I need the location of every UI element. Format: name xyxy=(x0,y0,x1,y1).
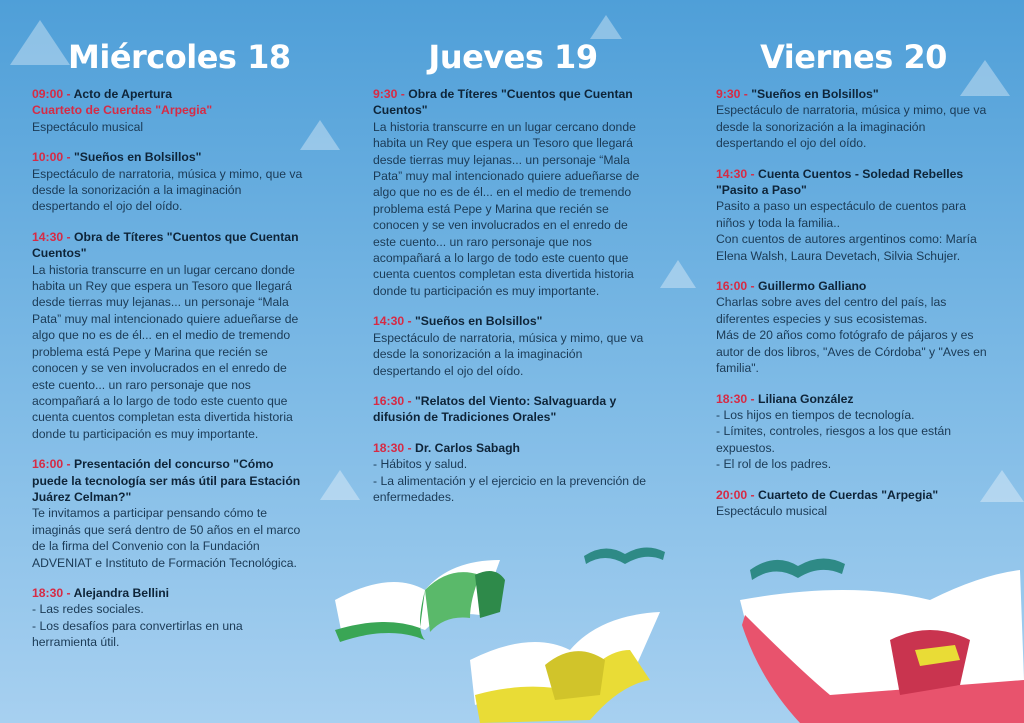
event-description: Más de 20 años como fotógrafo de pájaros y es autor de dos libros, "Aves de Córdoba" y "Aves en familia". xyxy=(716,328,987,376)
event-item xyxy=(716,166,991,264)
events-list xyxy=(373,86,653,505)
event-description: Espectáculo de narratoria, música y mimo, que va desde la sonorización a la imaginación despertando el ojo del oído. xyxy=(32,166,303,214)
event-time: 10:00 - xyxy=(32,150,71,165)
event-title: "Sueños en Bolsillos" xyxy=(415,314,543,329)
event-item xyxy=(716,86,991,152)
event-header xyxy=(32,456,304,505)
event-header xyxy=(716,278,991,294)
event-description: - La alimentación y el ejercicio en la prevención de enfermedades. xyxy=(373,473,647,504)
event-item xyxy=(373,440,653,506)
event-description: Pasito a paso un espectáculo de cuentos para niños y toda la familia.. xyxy=(716,199,967,230)
triangle-decoration xyxy=(320,470,360,500)
event-description: Te invitamos a participar pensando cómo te imaginás que será dentro de 50 años en el marco de la firma del Convenio con la Fundación ADVENIAT e Instituto de Formación Tecnológica. xyxy=(32,506,301,570)
event-time: 16:30 - xyxy=(373,393,412,408)
event-item xyxy=(32,86,304,135)
yellow-book-icon xyxy=(470,612,660,723)
column-jueves xyxy=(373,38,653,519)
event-title: Obra de Títeres "Cuentos que Cuentan Cuentos" xyxy=(373,87,633,118)
event-description: - Hábitos y salud. xyxy=(373,457,468,472)
event-title: Dr. Carlos Sabagh xyxy=(415,440,520,455)
event-header xyxy=(716,487,991,503)
event-time: 18:30 - xyxy=(32,585,71,600)
column-miercoles xyxy=(32,38,304,665)
pink-book-icon xyxy=(740,570,1024,723)
event-title: Cuarteto de Cuerdas "Arpegia" xyxy=(758,487,939,502)
event-description: La historia transcurre en un lugar cercano donde habita un Rey que espera un Tesoro que llegará desde tierras muy lejanas... un personaje “Mala Pata” muy mal intencionado quiere adueñarse de algo que no es de él... en el medio de tremendo problema está Pepe y Marina que recién se conocen y se ven involucrados en el enredo de este cuento... un raro personaje que nos acompañará a lo largo de todo este cuento que cuenta cuentos completan esta divertida historia donde tu participación es muy importante. xyxy=(32,262,299,441)
event-header xyxy=(32,585,304,601)
event-description: - Límites, controles, riesgos a los que están expuestos. xyxy=(716,424,952,455)
event-item xyxy=(32,149,304,215)
event-item xyxy=(716,487,991,520)
events-list xyxy=(716,86,991,519)
event-item xyxy=(32,456,304,571)
event-title: "Sueños en Bolsillos" xyxy=(751,87,879,101)
event-title: Obra de Títeres "Cuentos que Cuentan Cuentos" xyxy=(32,229,299,261)
event-description: Espectáculo musical xyxy=(32,119,144,134)
event-time: 18:30 - xyxy=(716,391,755,406)
event-time: 18:30 - xyxy=(373,440,412,455)
column-viernes xyxy=(716,38,991,533)
event-time: 9:30 - xyxy=(716,87,748,101)
event-time: 16:00 - xyxy=(716,279,755,294)
event-time: 14:30 - xyxy=(373,314,412,329)
event-header xyxy=(373,313,653,329)
event-description: Charlas sobre aves del centro del país, las diferentes especies y sus ecosistemas. xyxy=(716,295,947,326)
event-description: Espectáculo de narratoria, música y mimo, que va desde la sonorización a la imaginación despertando el ojo del oído. xyxy=(373,330,644,378)
event-description: - Las redes sociales. xyxy=(32,602,144,617)
green-book-icon xyxy=(335,560,505,642)
day-title: Viernes 20 xyxy=(760,38,947,76)
day-title: Jueves 19 xyxy=(428,38,598,76)
event-subtitle: Cuarteto de Cuerdas "Arpegia" xyxy=(32,103,213,118)
event-item xyxy=(373,393,653,426)
event-description: - Los hijos en tiempos de tecnología. xyxy=(716,407,915,422)
event-item xyxy=(373,86,653,299)
event-time: 20:00 - xyxy=(716,487,755,502)
event-header xyxy=(716,166,991,199)
event-description: - Los desafíos para convertirlas en una herramienta útil. xyxy=(32,618,243,650)
triangle-decoration xyxy=(590,15,622,39)
event-header xyxy=(373,440,653,456)
event-title: Liliana González xyxy=(758,391,854,406)
event-time: 14:30 - xyxy=(716,166,755,181)
event-time: 16:00 - xyxy=(32,457,71,472)
event-time: 09:00 - xyxy=(32,87,71,101)
day-title: Miércoles 18 xyxy=(68,38,291,76)
event-description: Espectáculo musical xyxy=(716,503,828,518)
event-title: "Sueños en Bolsillos" xyxy=(74,150,202,165)
event-item xyxy=(716,278,991,376)
event-title: Guillermo Galliano xyxy=(758,279,867,294)
event-title: "Relatos del Viento: Salvaguarda y difusión de Tradiciones Orales" xyxy=(373,393,617,425)
event-header xyxy=(373,86,653,119)
triangle-decoration xyxy=(300,120,340,150)
event-header xyxy=(32,86,304,102)
event-header xyxy=(32,149,304,165)
event-item xyxy=(32,229,304,442)
event-time: 14:30 - xyxy=(32,229,71,244)
event-item xyxy=(32,585,304,651)
event-header xyxy=(32,229,304,262)
triangle-decoration xyxy=(660,260,696,288)
event-description: La historia transcurre en un lugar cercano donde habita un Rey que espera un Tesoro que llegará desde tierras muy lejanas... un personaje “Mala Pata” muy mal intencionado quiere adueñarse de algo que no es de él... en el medio de tremendo problema está Pepe y Marina que recién se conocen y se ven involucrados en el enredo de este cuento... un raro personaje que nos acompañará a lo largo de todo este cuento que cuenta cuentos completan esta divertida historia donde tu participación es muy importante. xyxy=(373,119,640,298)
event-description: Con cuentos de autores argentinos como: María Elena Walsh, Laura Devetach, Silvia Schujer. xyxy=(716,232,977,263)
event-header xyxy=(716,391,991,407)
event-title: Acto de Apertura xyxy=(73,87,172,101)
event-time: 9:30 - xyxy=(373,87,405,101)
event-item xyxy=(716,391,991,473)
event-item xyxy=(373,313,653,379)
event-description: Espectáculo de narratoria, música y mimo, que va desde la sonorización a la imaginación despertando el ojo del oído. xyxy=(716,103,987,151)
event-title: Alejandra Bellini xyxy=(73,585,170,600)
event-title: Presentación del concurso "Cómo puede la tecnología ser más útil para Estación Juárez Celman?" xyxy=(32,457,301,504)
teal-book-icon xyxy=(584,547,845,580)
event-title: Cuenta Cuentos - Soledad Rebelles "Pasito a Paso" xyxy=(716,166,964,198)
flying-books-illustration xyxy=(330,520,1024,723)
event-description: - El rol de los padres. xyxy=(716,457,832,472)
event-header xyxy=(716,86,991,102)
event-header xyxy=(373,393,653,426)
events-list xyxy=(32,86,304,651)
